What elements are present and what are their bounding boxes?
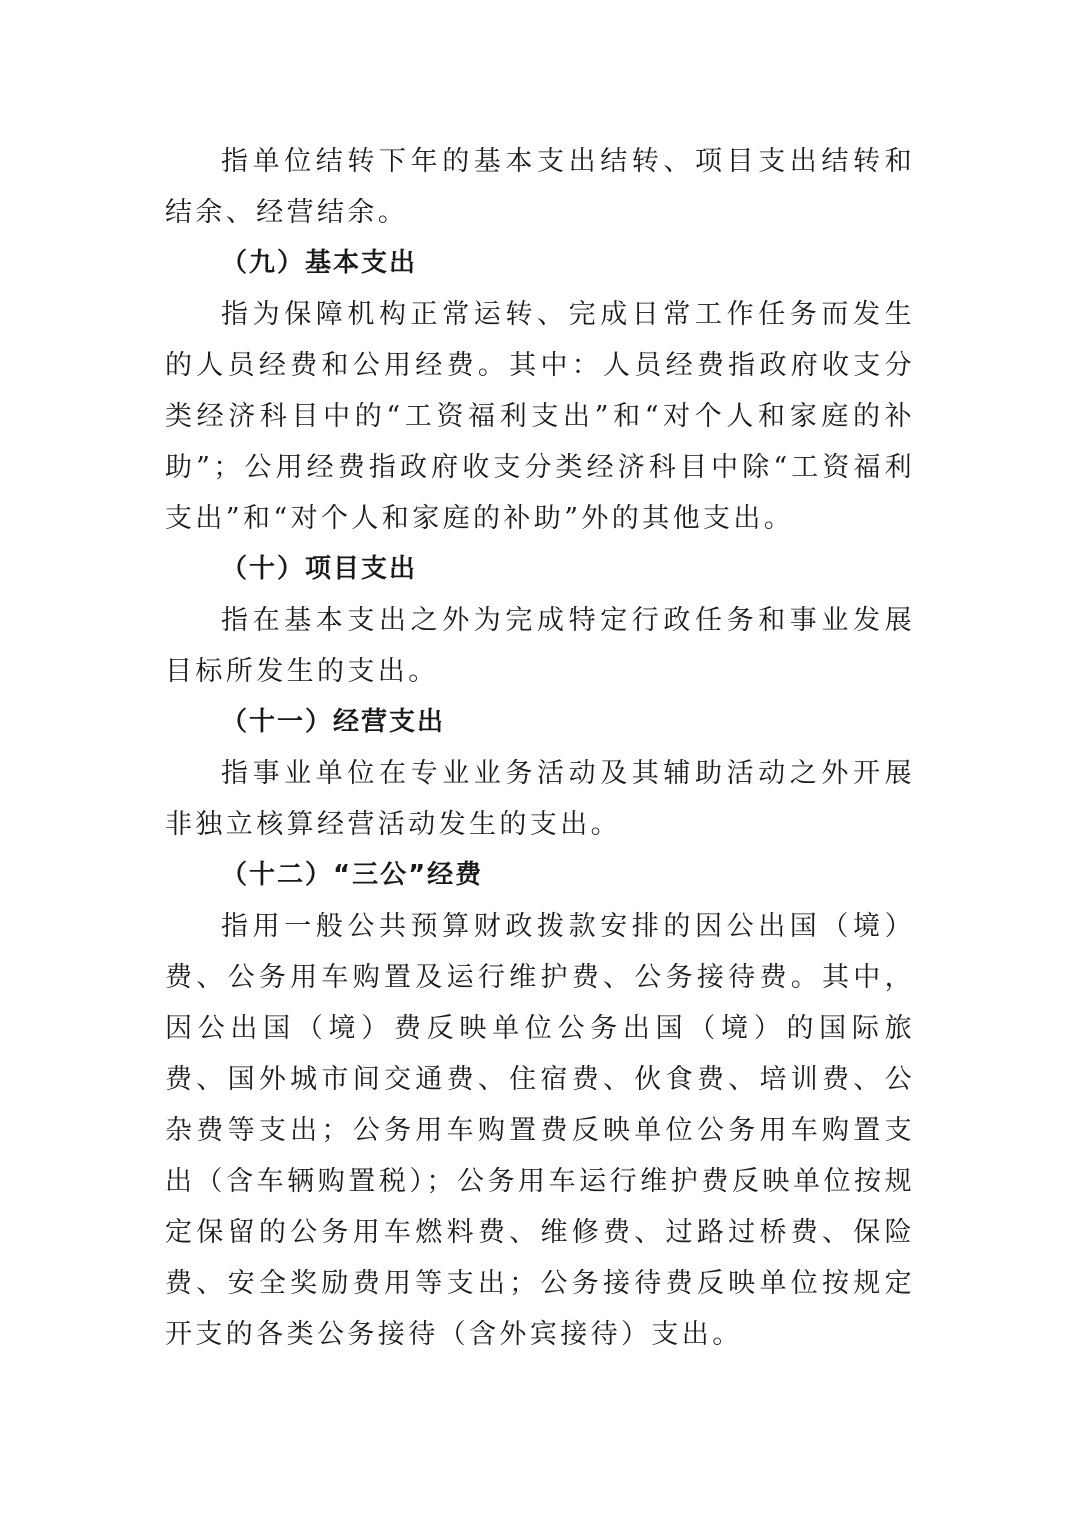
section-heading-three-public-expenses: （十二）“三公”经费 bbox=[221, 860, 484, 890]
document-page bbox=[165, 136, 915, 1360]
paragraph-project-expenditure: 指在基本支出之外为完成特定行政任务和事业发展目标所发生的支出。 bbox=[165, 605, 915, 687]
paragraph-three-public-expenses: 指用一般公共预算财政拨款安排的因公出国（境）费、公务用车购置及运行维护费、公务接待费。其中，因公出国（境）费反映单位公务出国（境）的国际旅费、国外城市间交通费、住宿费、伙食费、培训费、公杂费等支出；公务用车购置费反映单位公务用车购置支出（含车辆购置税）；公务用车运行维护费反映单位按规定保留的公务用车燃料费、维修费、过路过桥费、保险费、安全奖励费用等支出；公务接待费反映单位按规定开支的各类公务接待（含外宾接待）支出。 bbox=[165, 911, 915, 1350]
section-heading-operating-expenditure: （十一）经营支出 bbox=[221, 707, 446, 737]
paragraph-basic-expenditure: 指为保障机构正常运转、完成日常工作任务而发生的人员经费和公用经费。其中：人员经费指政府收支分类经济科目中的“工资福利支出”和“对个人和家庭的补助”；公用经费指政府收支分类经济科目中除“工资福利支出”和“对个人和家庭的补助”外的其他支出。 bbox=[165, 299, 915, 534]
paragraph-carryover-definition: 指单位结转下年的基本支出结转、项目支出结转和结余、经营结余。 bbox=[165, 146, 915, 228]
section-heading-basic-expenditure: （九）基本支出 bbox=[221, 248, 418, 278]
paragraph-operating-expenditure: 指事业单位在专业业务活动及其辅助活动之外开展非独立核算经营活动发生的支出。 bbox=[165, 758, 915, 840]
section-heading-project-expenditure: （十）项目支出 bbox=[221, 554, 418, 584]
